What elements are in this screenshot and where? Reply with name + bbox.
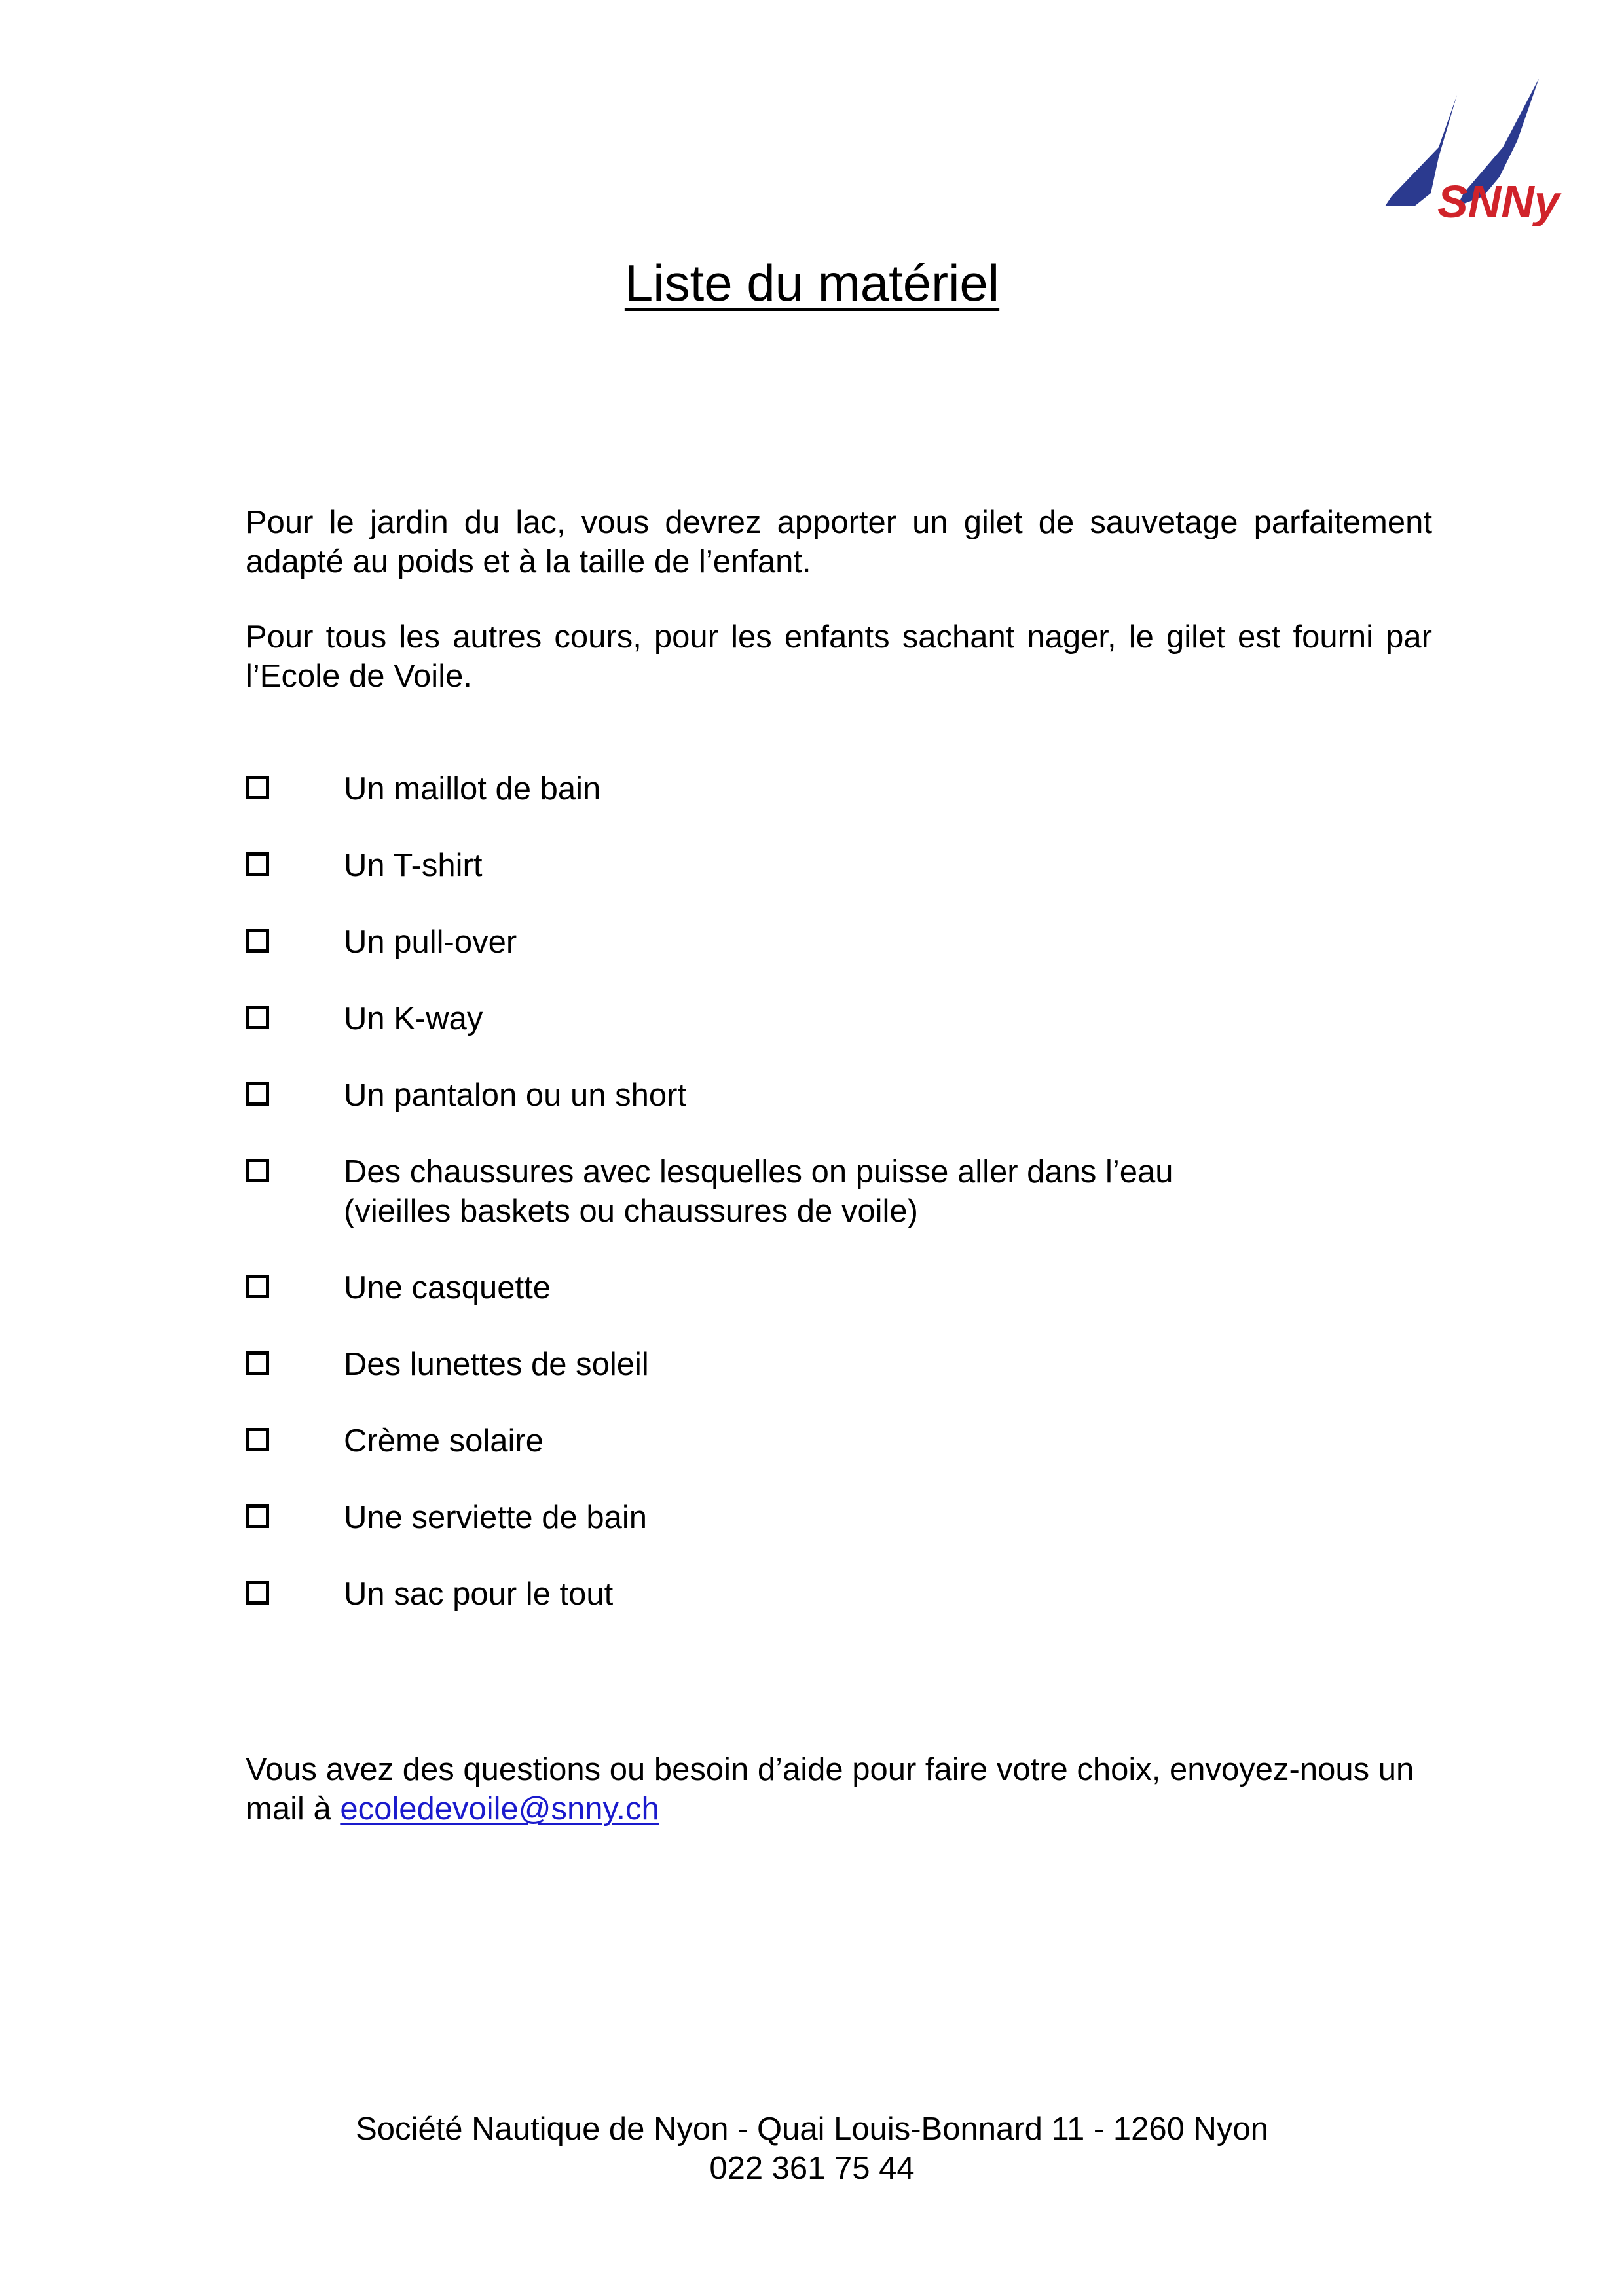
checkbox[interactable] — [246, 852, 269, 876]
checkbox[interactable] — [246, 776, 269, 799]
intro-paragraph-autres-cours: Pour tous les autres cours, pour les enfants sachant nager, le gilet est fourni par l’Ecole de Voile. — [246, 619, 1432, 694]
footer-phone: 022 361 75 44 — [709, 2151, 915, 2186]
checkbox[interactable] — [246, 1082, 269, 1106]
checklist-item-label: Une serviette de bain — [344, 1500, 648, 1535]
checkbox[interactable] — [246, 1351, 269, 1375]
checklist-item — [246, 1575, 1432, 1614]
checklist-item-label: Un sac pour le tout — [344, 1576, 614, 1612]
checklist-item-label: Un T-shirt — [344, 848, 483, 883]
checkbox[interactable] — [246, 929, 269, 953]
checklist-item — [246, 1268, 1432, 1307]
checklist-item — [246, 922, 1432, 962]
checklist-item — [246, 769, 1432, 809]
page-title: Liste du matériel — [624, 254, 1000, 312]
contact-text: Vous avez des questions ou besoin d’aide pour faire votre choix, envoyez-nous un mail à — [246, 1752, 1414, 1827]
equipment-checklist — [246, 769, 1432, 1651]
checkbox[interactable] — [246, 1428, 269, 1451]
checklist-item — [246, 1498, 1432, 1537]
checklist-item-label: Une casquette — [344, 1270, 551, 1305]
checklist-item-label: Un K-way — [344, 1001, 483, 1036]
checklist-item — [246, 1345, 1432, 1384]
checkbox[interactable] — [246, 1581, 269, 1605]
checklist-item — [246, 1152, 1432, 1231]
checklist-item — [246, 846, 1432, 885]
checklist-item-label: Des lunettes de soleil — [344, 1347, 649, 1382]
checkbox[interactable] — [246, 1275, 269, 1298]
email-link[interactable]: ecoledevoile@snny.ch — [340, 1791, 659, 1827]
footer-address: Société Nautique de Nyon - Quai Louis-Bonnard 11 - 1260 Nyon — [356, 2111, 1268, 2147]
checklist-item-label: Un maillot de bain — [344, 771, 601, 807]
checklist-item — [246, 999, 1432, 1038]
intro-paragraph-jardin: Pour le jardin du lac, vous devrez apporter un gilet de sauvetage parfaitement adapté au poids et à la taille de l’enfant. — [246, 505, 1432, 579]
contact-paragraph — [246, 1750, 1432, 1829]
checkbox[interactable] — [246, 1504, 269, 1528]
checklist-item-label: Un pantalon ou un short — [344, 1078, 687, 1113]
checklist-item-label: Un pull-over — [344, 924, 517, 960]
footer — [0, 2109, 1624, 2188]
checkbox[interactable] — [246, 1159, 269, 1182]
checklist-item-label: Des chaussures avec lesquelles on puisse aller dans l’eau (vieilles baskets ou chaussures de voile) — [344, 1154, 1173, 1229]
logo-text: SNNy — [1437, 176, 1560, 226]
checklist-item — [246, 1076, 1432, 1115]
checklist-item-label: Crème solaire — [344, 1423, 544, 1459]
checklist-item — [246, 1421, 1432, 1461]
snny-logo — [1365, 75, 1562, 226]
checkbox[interactable] — [246, 1006, 269, 1029]
sail-logo-icon — [1365, 75, 1562, 226]
